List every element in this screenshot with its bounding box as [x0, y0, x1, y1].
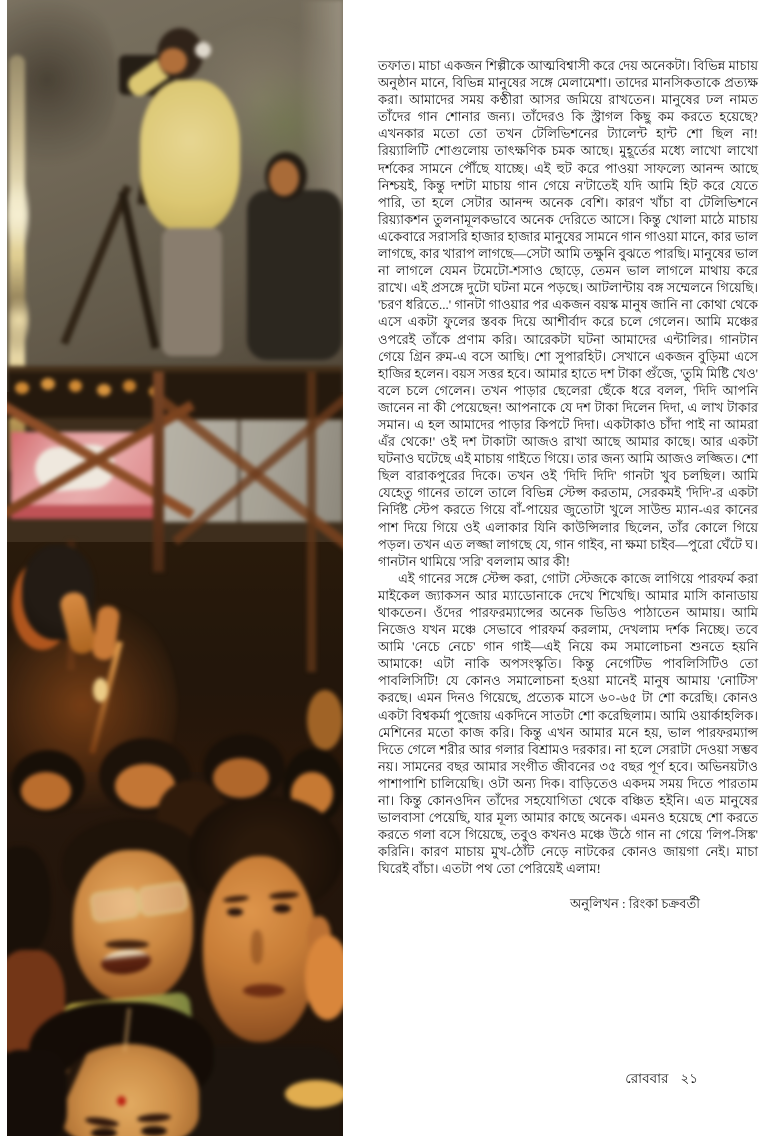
photo-warm-tone-overlay — [7, 0, 343, 1136]
folio-page-number: ২১ — [680, 1071, 698, 1086]
article-text-column — [378, 57, 758, 912]
article-paragraph-2: এই গানের সঙ্গে স্টেপ্স করা, গোটা স্টেজকে কাজে লাগিয়ে পারফর্ম করা মাইকেল জ্যাকসন আর ম্যাডোনাকে দেখে শিখেছি। আমার মাসি কানাডায় থাকতেন। ওঁদের পারফরম্যান্সের অনেক ভিডিও পাঠাতেন আমায়। আমি নিজেও যখন মঞ্চে সেভাবে পারফর্ম করলাম, দেখলাম দর্শক নিচ্ছে। তবে আমি 'নেচে নেচে' গান গাই—এই নিয়ে কম সমালোচনা শুনতে হয়নি আমাকে! এটা নাকি অপসংস্কৃতি। কিন্তু নেগেটিভ পাবলিসিটিও তো পাবলিসিটি! যে কোনও সমালোচনা হওয়া মানেই মানুষ আমায় 'নোটিস' করছে। এমন দিনও গিয়েছে, প্রত্যেক মাসে ৬০-৬৫ টা শো করেছি। কোনও একটা বিশ্বকর্মা পুজোয় একদিনে সাতটা শো করেছিলাম। আমি ওয়ার্কাহলিক। মেশিনের মতো কাজ করি। কিন্তু এখন আমার মনে হয়, ভাল পারফরম্যান্স দিতে গেলে শরীর আর গলার বিশ্রামও দরকার। না হলে সেরাটা দেওয়া সম্ভব নয়। সামনের বছর আমার সংগীত জীবনের ৩৫ বছর পূর্ণ হবে। অভিনয়টাও পাশাপাশি চালিয়েছি। ওটা অন্য দিক। বাড়িতেও একদম সময় দিতে পারতাম না। কিন্তু কোনওদিন তাঁদের সহযোগিতা থেকে বঞ্চিত হইনি। এত মানুষের ভালবাসা পেয়েছি, যার মূল্য আমার কাছে অনেক। এমনও হয়েছে শো করতে করতে গলা বসে গিয়েছে, তবুও কখনও মঞ্চে উঠে গান না গেয়ে 'লিপ-সিঙ্ক' করিনি। কারণ মাচায় মুখ-ঠোঁট নেড়ে নাটকের কোনও জায়গা নেই। মাচা ঘিরেই বাঁচা। এতটা পথ তো পেরিয়েই এলাম! — [378, 570, 758, 877]
folio-section-label: রোববার — [625, 1071, 669, 1086]
article-attribution: অনুলিখন : রিংকা চক্রবর্তী — [569, 895, 700, 911]
concert-photo — [7, 0, 343, 1136]
page-folio — [378, 1068, 758, 1091]
article-paragraph-1: তফাত। মাচা একজন শিল্পীকে আত্মবিশ্বাসী করে দেয় অনেকটা। বিভিন্ন মাচায় অনুষ্ঠান মানে, বিভিন্ন মানুষের সঙ্গে মেলামেশা। তাদের মানসিকতাকে প্রত্যক্ষ করা। আমাদের সময় কণ্ঠীরা আসর জমিয়ে রাখতেন। মানুষের ঢল নামত তাঁদের গান শোনার জন্য। তাঁদেরও কি স্ট্রাগল কিছু কম করতে হয়েছে? এখনকার মতো তো তখন টেলিভিশনের ট্যালেন্ট হান্ট শো ছিল না! রিয়্যালিটি শোগুলোয় তাৎক্ষণিক চমক আছে। মুহূর্তের মধ্যে লাখো লাখো দর্শকের সামনে পৌঁছে যাচ্ছে। এই হুট করে পাওয়া সাফল্যে আনন্দ আছে নিশ্চয়ই, কিন্তু দশটা মাচায় গান গেয়ে ন'টাতেই যদি আমি হিট করে যেতে পারি, তা হলে সেটার আনন্দ অনেক বেশি। কারণ খাঁচা বা টেলিভিশনে রিয়্যাকশন তুলনামূলকভাবে অনেক দেরিতে আসে। কিন্তু খোলা মাঠে মাচায় একেবারে সরাসরি হাজার হাজার মানুষের সামনে গান গাওয়া মানে, কার ভাল লাগছে, কার খারাপ লাগছে—সেটা আমি তক্ষুনি বুঝতে পারছি। মানুষের ভাল না লাগলে যেমন টমেটো-শসাও ছোড়ে, তেমন ভাল লাগলে মাথায় করে রাখে। এই প্রসঙ্গে দুটো ঘটনা মনে পড়ছে। আটলান্টায় বঙ্গ সম্মেলনে গিয়েছি। 'চরণ ধরিতে...' গানটা গাওয়ার পর একজন বয়স্ক মানুষ জানি না কোথা থেকে এসে একটা ফুলের স্তবক দিয়ে আশীর্বাদ করে চলে গেলেন। আমি মঞ্চের ওপরেই তাঁকে প্রণাম করি। আরেকটা ঘটনা আমাদের এন্টালির। গানটান গেয়ে গ্রিন রুম-এ বসে আছি। শো সুপারহিট। সেখানে একজন বুড়িমা এসে হাজির হলেন। বয়স সত্তর হবে। আমার হাতে দশ টাকা গুঁজে, 'তুমি মিষ্টি খেও' বলে চলে গেলেন। তখন পাড়ার ছেলেরা ছেঁকে ধরে বলল, 'দিদি আপনি জানেন না কী পেয়েছেন! আপনাকে যে দশ টাকা দিলেন দিদা, এ লাখ টাকার সমান। এ হল আমাদের পাড়ার কিপটে দিদা। একটাকাও চাঁদা পাই না আমরা এঁর থেকে!' ওই দশ টাকাটা আজও রাখা আছে আমার কাছে। আর একটা ঘটনাও ঘটেছে এই মাচায় গাইতে গিয়ে। তার জন্য আমি আজও লজ্জিত। শো ছিল বারাকপুরের দিকে। তখন ওই 'দিদি দিদি' গানটা খুব চলছিল। আমি যেহেতু গানের তালে তালে বিভিন্ন স্টেপ্স করতাম, সেরকমই 'দিদি'-র একটা নির্দিষ্ট স্টেপ করতে গিয়ে বাঁ-পায়ের জুতোটা খুলে সাউন্ড ম্যান-এর কানের পাশ দিয়ে গিয়ে ওই এলাকার যিনি কাউন্সিলার ছিলেন, তাঁর কোলে গিয়ে পড়ল। তখন এত লজ্জা লাগছে যে, গান গাইব, না ক্ষমা চাইব—পুরো ঘেঁটে ঘ। গানটান থামিয়ে 'সরি' বললাম আর কী! — [378, 58, 758, 569]
